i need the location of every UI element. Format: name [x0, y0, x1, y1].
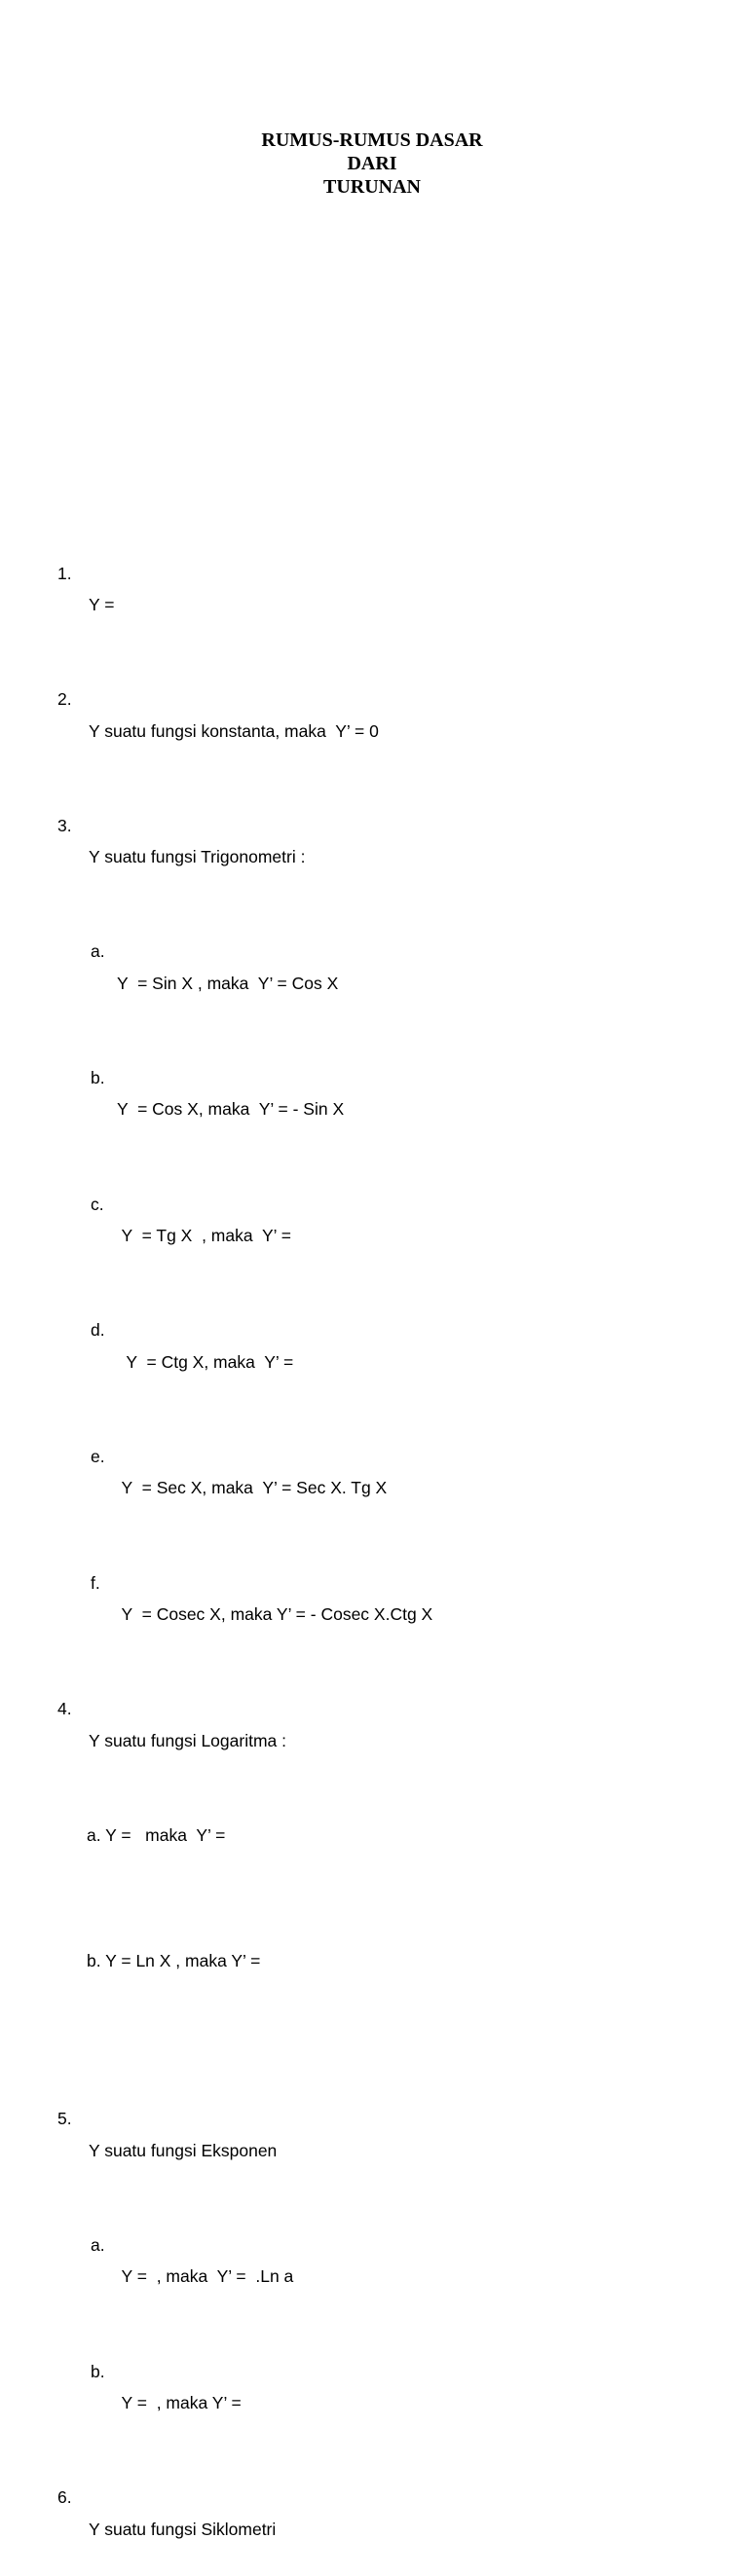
sub-item-text: Y = Sin X , maka Y’ = Cos X — [117, 973, 339, 993]
document-title — [0, 129, 744, 199]
list-item — [0, 2450, 748, 2539]
title-line-3: TURUNAN — [323, 176, 421, 198]
sub-item-text: Y = , maka Y’ = .Ln a — [117, 2266, 294, 2287]
formula-list — [0, 431, 748, 2576]
list-item — [0, 778, 748, 867]
item-text: Y suatu fungsi konstanta, maka Y’ = 0 — [89, 720, 379, 741]
sub-item-letter: d. — [91, 1320, 105, 1341]
title-line-1: RUMUS-RUMUS DASAR — [261, 129, 483, 151]
sub-item-letter: f. — [91, 1572, 100, 1593]
item-number: 5. — [57, 2109, 72, 2129]
sub-item-text: Y = Tg X , maka Y’ = — [117, 1226, 291, 1246]
sub-item-text: Y = Cosec X, maka Y’ = - Cosec X.Ctg X — [117, 1603, 433, 1624]
sub-item — [0, 1535, 748, 1624]
item-text: Y suatu fungsi Trigonometri : — [89, 847, 306, 867]
sub-item-text: Y = Ctg X, maka Y’ = — [117, 1351, 294, 1372]
list-item — [0, 652, 748, 741]
sub-item-text: a. Y = maka Y’ = — [87, 1824, 226, 1845]
item-text: Y suatu fungsi Eksponen — [89, 2140, 278, 2160]
sub-item-letter: e. — [91, 1446, 105, 1466]
list-item — [0, 1662, 748, 1750]
list-item — [0, 2072, 748, 2160]
sub-item-letter: b. — [91, 2361, 105, 2381]
sub-item — [0, 1283, 748, 1372]
sub-item — [0, 1787, 748, 1845]
item-number: 2. — [57, 689, 72, 710]
item-number: 1. — [57, 563, 72, 583]
sub-item-text: Y = Cos X, maka Y’ = - Sin X — [117, 1099, 345, 1120]
sub-item-letter: a. — [91, 2234, 105, 2255]
sub-item-letter: a. — [91, 941, 105, 962]
item-number: 6. — [57, 2487, 72, 2508]
sub-item — [0, 2324, 748, 2412]
sub-item-letter: b. — [91, 1068, 105, 1088]
sub-item — [0, 1914, 748, 1977]
sub-item — [0, 1409, 748, 1498]
sub-item-text: Y = , maka Y’ = — [117, 2392, 242, 2412]
item-number: 3. — [57, 815, 72, 835]
item-text: Y suatu fungsi Siklometri — [89, 2519, 277, 2539]
sub-item-text: Y = Sec X, maka Y’ = Sec X. Tg X — [117, 1478, 388, 1498]
sub-item-letter: c. — [91, 1194, 104, 1214]
title-line-2: DARI — [347, 153, 397, 174]
item-text: Y = — [89, 595, 115, 615]
sub-item-text: b. Y = Ln X , maka Y’ = — [87, 1951, 261, 1971]
list-item — [0, 526, 748, 615]
sub-item — [0, 904, 748, 993]
sub-item — [0, 1157, 748, 1246]
item-number: 4. — [57, 1699, 72, 1719]
item-text: Y suatu fungsi Logaritma : — [89, 1730, 286, 1750]
sub-item — [0, 1031, 748, 1120]
sub-item — [0, 2198, 748, 2287]
